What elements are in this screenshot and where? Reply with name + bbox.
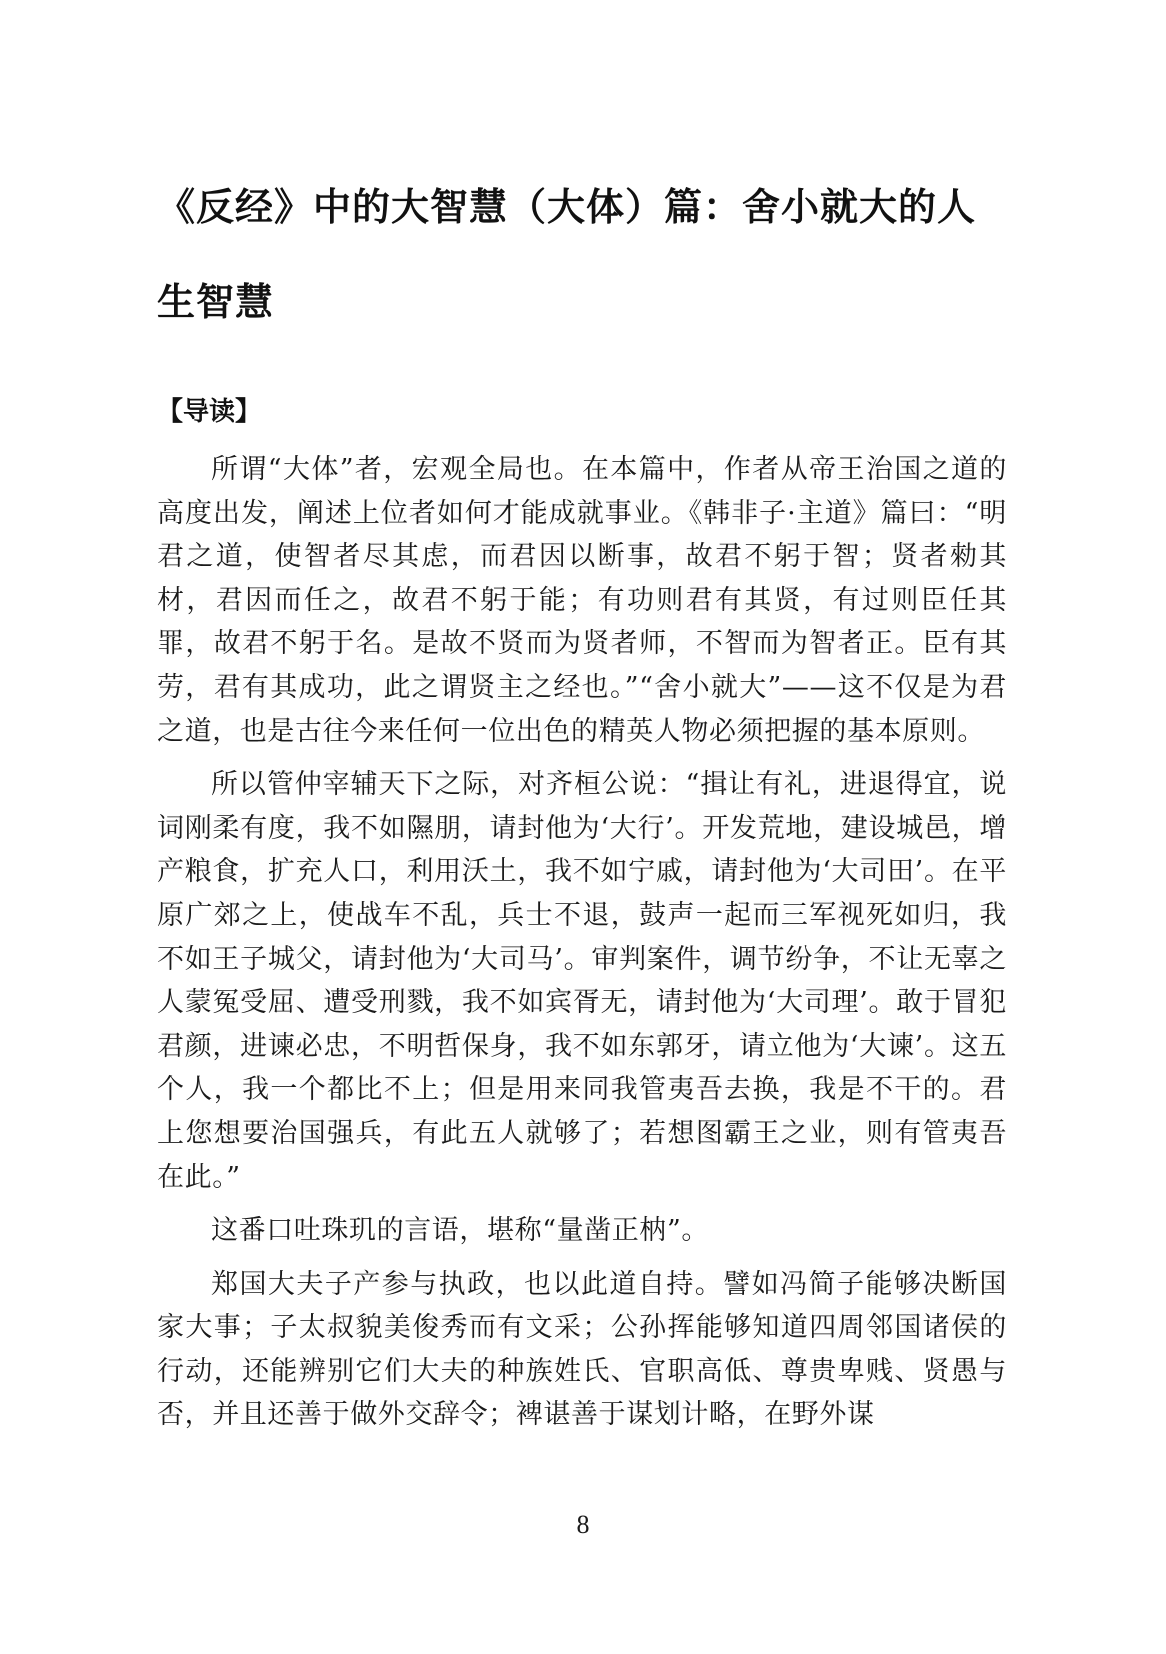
paragraph-4: 郑国大夫子产参与执政，也以此道自持。譬如冯简子能够决断国家大事；子太叔貌美俊秀而有文采；公孙挥能够知道四周邻国诸侯的行动，还能辨别它们大夫的种族姓氏、官职高低、尊贵卑贱、贤愚与否，并且还善于做外交辞令；裨谌善于谋划计略，在野外谋 xyxy=(157,1268,1007,1431)
paragraph-1: 所谓“大体”者，宏观全局也。在本篇中，作者从帝王治国之道的高度出发，阐述上位者如何才能成就事业。《韩非子·主道》篇曰：“明君之道，使智者尽其虑，而君因以断事，故君不躬于智；贤者勑其材，君因而任之，故君不躬于能；有功则君有其贤，有过则臣任其罪，故君不躬于名。是故不贤而为贤者师，不智而为智者正。臣有其劳，君有其成功，此之谓贤主之经也。”“舍小就大”——这不仅是为君之道，也是古往今来任何一位出色的精英人物必须把握的基本原则。 xyxy=(157,454,1007,747)
document-page xyxy=(157,160,1007,1447)
section-label: 【导读】 xyxy=(157,397,262,427)
chapter-title: 《反经》中的大智慧（大体）篇：舍小就大的人生智慧 xyxy=(157,185,977,324)
page-number: 8 xyxy=(576,1510,590,1539)
paragraph-2: 所以管仲宰辅天下之际，对齐桓公说：“揖让有礼，进退得宜，说词刚柔有度，我不如隰朋，请封他为‘大行’。开发荒地，建设城邑，增产粮食，扩充人口，利用沃土，我不如宁戚，请封他为‘大司田’。在平原广郊之上，使战车不乱，兵士不退，鼓声一起而三军视死如归，我不如王子城父，请封他为‘大司马’。审判案件，调节纷争，不让无辜之人蒙冤受屈、遭受刑戮，我不如宾胥无，请封他为‘大司理’。敢于冒犯君颜，进谏必忠，不明哲保身，我不如东郭牙，请立他为‘大谏’。这五个人，我一个都比不上；但是用来同我管夷吾去换，我是不干的。君上您想要治国强兵，有此五人就够了；若想图霸王之业，则有管夷吾在此。” xyxy=(157,769,1007,1193)
paragraph-3: 这番口吐珠玑的言语，堪称“量凿正枘”。 xyxy=(211,1215,710,1247)
